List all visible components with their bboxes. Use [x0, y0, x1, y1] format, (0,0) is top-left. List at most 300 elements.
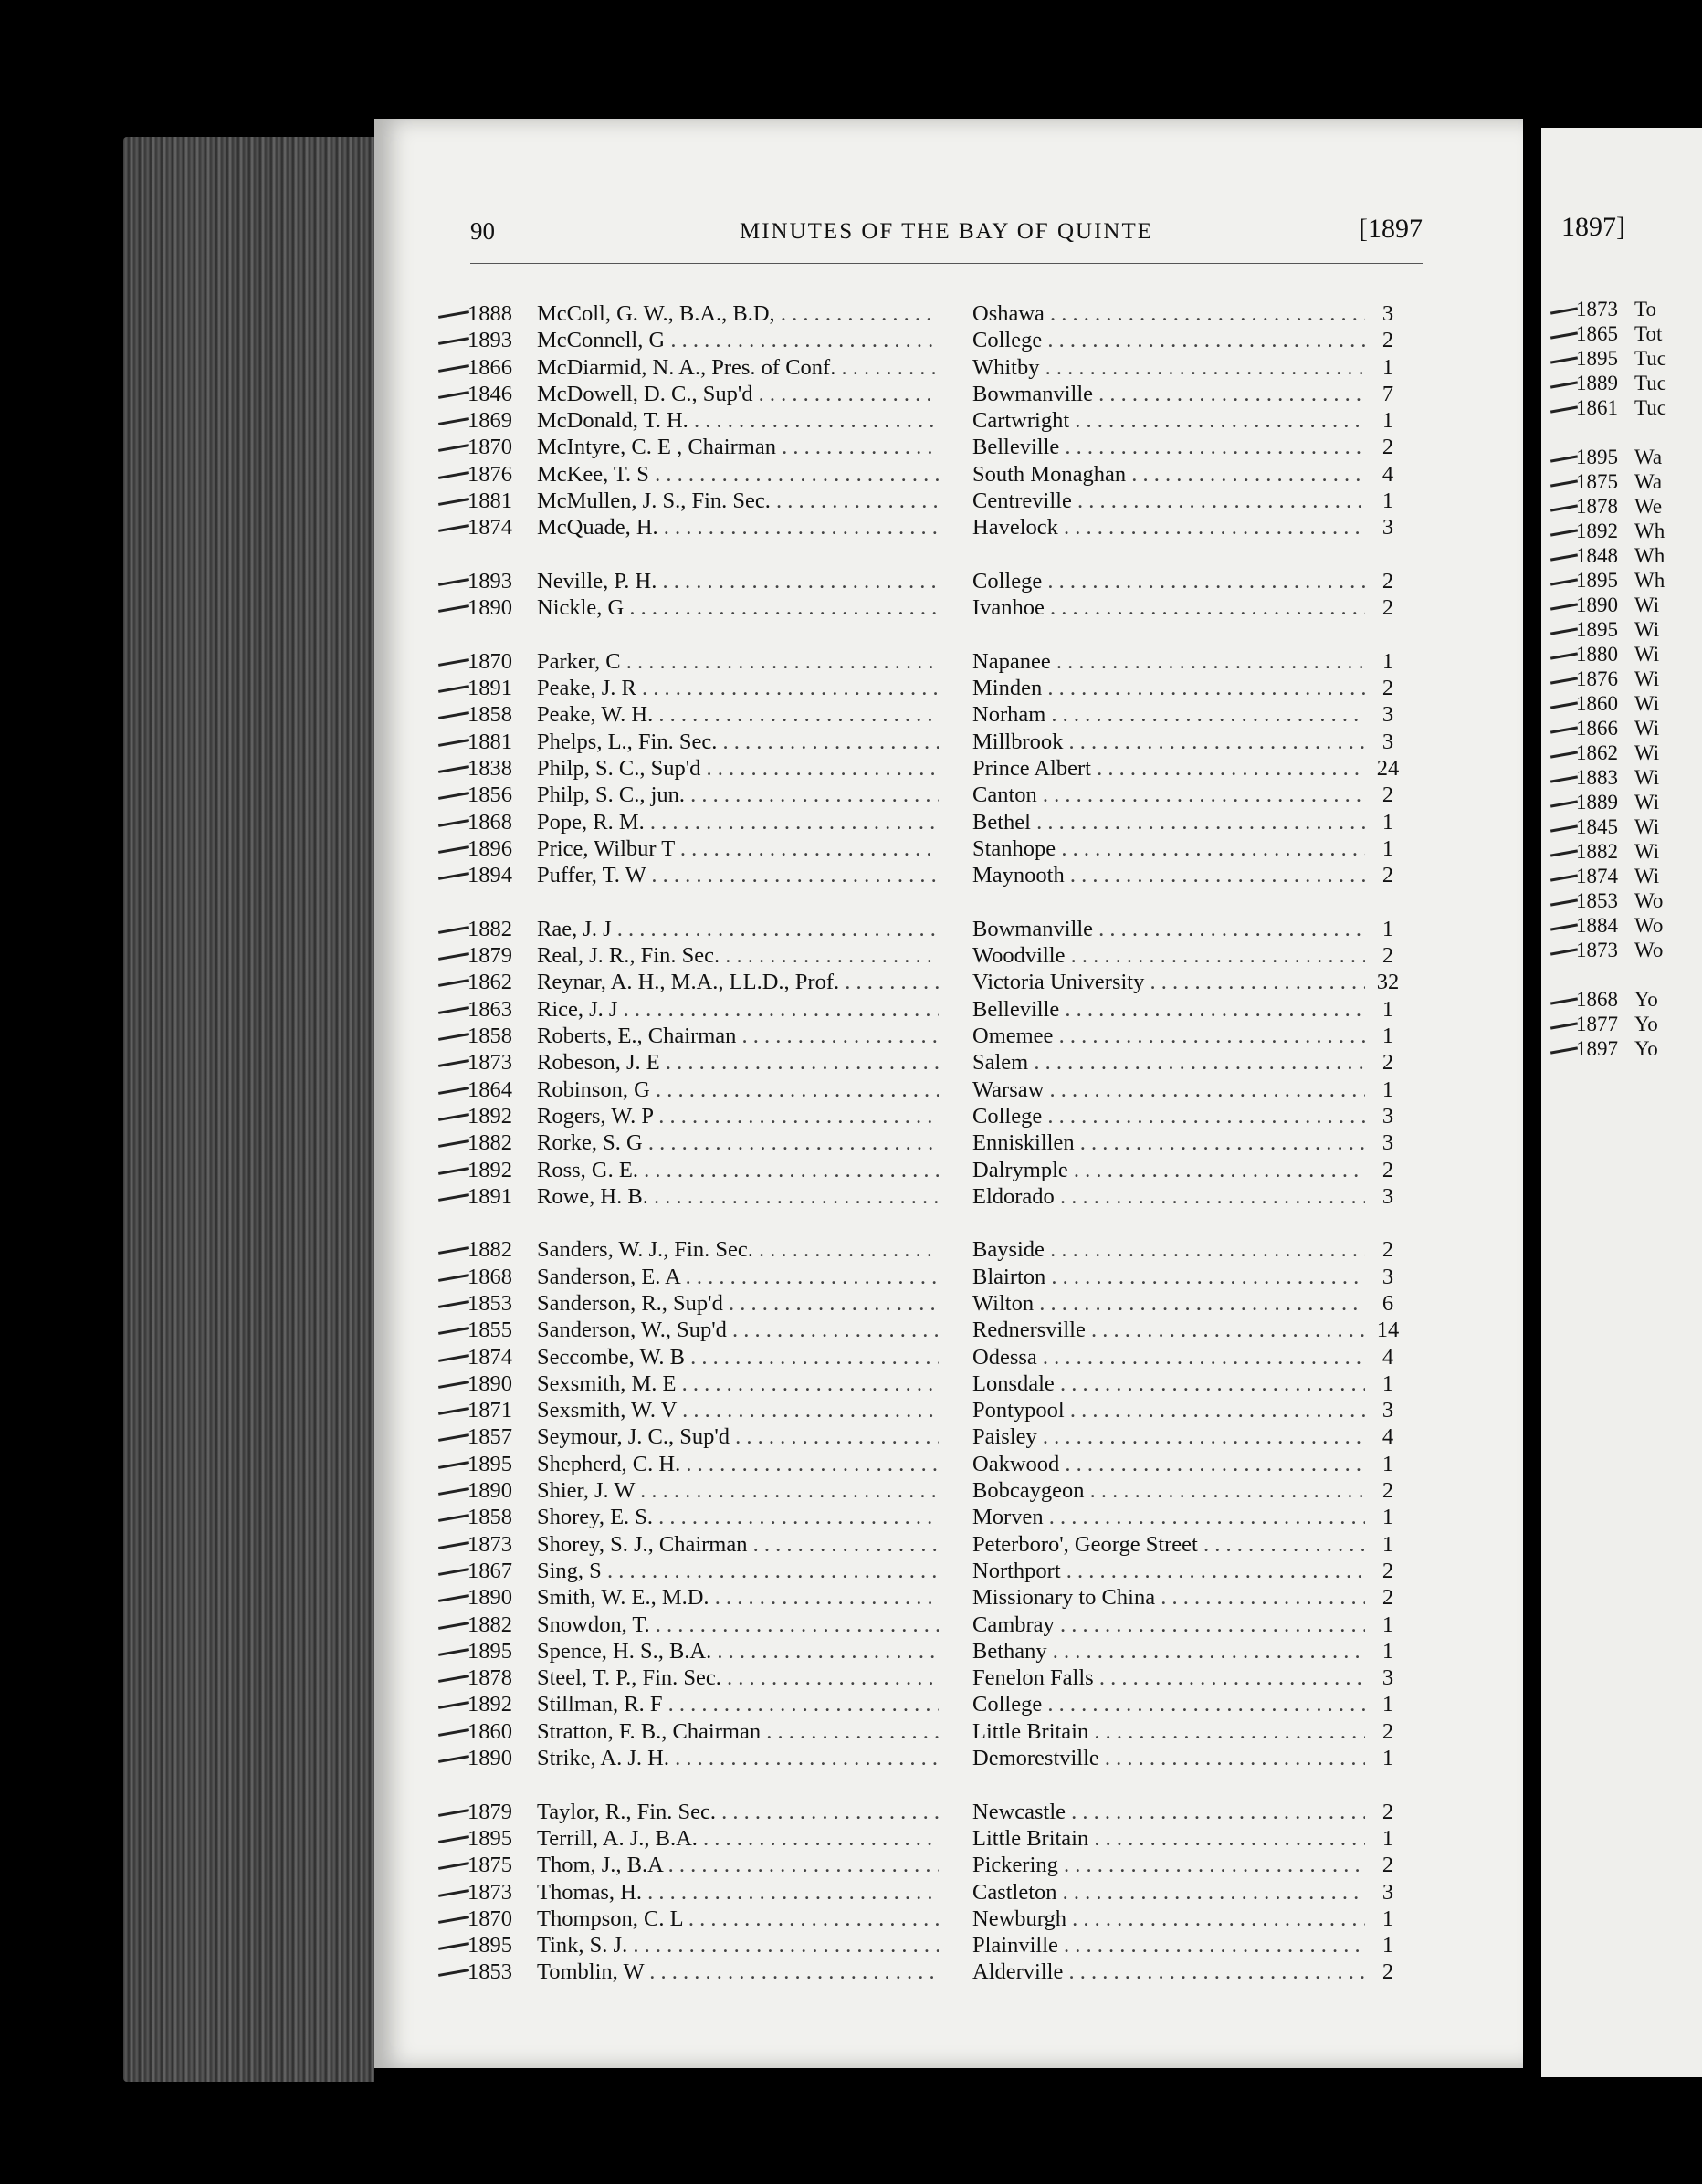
entry-year: 1889 — [1576, 372, 1618, 394]
entry-year: 1875 — [1576, 470, 1618, 493]
list-item — [438, 1878, 1488, 1905]
entry-station: South Monaghan . . . — [972, 462, 1365, 488]
pencil-tick-mark — [1550, 1022, 1578, 1029]
pencil-tick-mark — [438, 310, 469, 319]
list-item — [438, 1423, 1488, 1449]
entry-name: Tink, S. J. . . . — [537, 1933, 939, 1958]
entry-name: Wo — [1634, 914, 1664, 937]
entry-year: 1890 — [1576, 593, 1618, 616]
entry-year: 1858 — [468, 1024, 512, 1049]
entry-year: 1868 — [1576, 988, 1618, 1011]
pencil-tick-mark — [438, 1006, 469, 1014]
entry-name: McConnell, G . . . — [537, 328, 939, 353]
entry-years-count: 1 — [1382, 1638, 1394, 1664]
entry-name: Sexsmith, M. E . . . — [537, 1371, 939, 1397]
right-page-header-year: 1897] — [1561, 212, 1625, 242]
entry-years-count: 2 — [1382, 1237, 1394, 1263]
entry-name: Wi — [1634, 840, 1660, 863]
entry-year: 1880 — [1576, 643, 1618, 666]
entry-station: Omemee . . . — [972, 1024, 1365, 1049]
entry-name: Wh — [1634, 569, 1665, 592]
entry-year: 1868 — [468, 1264, 512, 1289]
entry-years-count: 1 — [1382, 1933, 1394, 1958]
entry-year: 1878 — [1576, 495, 1618, 518]
pencil-tick-mark — [1550, 997, 1578, 1004]
list-item — [438, 1343, 1488, 1370]
pencil-tick-mark — [1550, 331, 1578, 339]
pencil-tick-mark — [438, 417, 469, 425]
list-item — [438, 1102, 1488, 1129]
pencil-tick-mark — [438, 1327, 469, 1335]
entry-years-count: 2 — [1382, 782, 1394, 808]
list-item — [438, 380, 1488, 406]
entry-station: Eldorado . . . — [972, 1184, 1365, 1210]
entry-year: 1881 — [468, 488, 512, 514]
entry-station: Newcastle . . . — [972, 1800, 1365, 1825]
entry-station: Maynooth . . . — [972, 863, 1365, 888]
entry-station: Plainville . . . — [972, 1933, 1365, 1958]
pencil-tick-mark — [438, 872, 469, 880]
entry-years-count: 2 — [1382, 568, 1394, 593]
pencil-tick-mark — [438, 1809, 469, 1817]
pencil-tick-mark — [438, 1916, 469, 1924]
entry-name: Wi — [1634, 766, 1660, 789]
entry-name: McColl, G. W., B.A., B.D, . . . — [537, 301, 939, 327]
entry-years-count: 3 — [1382, 515, 1394, 541]
entry-name: Philp, S. C., jun. . . . — [537, 782, 939, 808]
entry-years-count: 3 — [1382, 1879, 1394, 1905]
list-item — [438, 1289, 1488, 1316]
entry-years-count: 14 — [1376, 1318, 1400, 1343]
entry-name: Real, J. R., Fin. Sec. . . . — [537, 943, 939, 969]
entry-station: Alderville . . . — [972, 1959, 1365, 1985]
entry-station: Morven . . . — [972, 1505, 1365, 1530]
list-item — [1550, 667, 1702, 691]
pencil-tick-mark — [1550, 652, 1578, 659]
pencil-tick-mark — [438, 1381, 469, 1389]
entry-years-count: 3 — [1382, 702, 1394, 728]
entry-name: Parker, C . . . — [537, 649, 939, 675]
entry-year: 1865 — [1576, 322, 1618, 345]
entry-years-count: 2 — [1382, 1718, 1394, 1744]
pencil-tick-mark — [438, 337, 469, 345]
entry-year: 1867 — [468, 1558, 512, 1583]
list-item — [438, 647, 1488, 674]
list-item — [438, 1824, 1488, 1851]
entry-years-count: 2 — [1382, 943, 1394, 969]
entry-station: Prince Albert . . . — [972, 756, 1365, 782]
entry-name: Wa — [1634, 470, 1663, 493]
entry-year: 1860 — [468, 1718, 512, 1744]
header-rule — [470, 263, 1423, 264]
entry-station: Missionary to China . . . — [972, 1585, 1365, 1611]
entry-year: 1838 — [468, 756, 512, 782]
entry-station: Oakwood . . . — [972, 1452, 1365, 1477]
entry-year: 1882 — [1576, 840, 1618, 863]
list-item — [438, 1931, 1488, 1958]
entry-years-count: 1 — [1382, 916, 1394, 941]
pencil-tick-mark — [1550, 948, 1578, 955]
pencil-tick-mark — [438, 391, 469, 399]
entry-name: Yo — [1634, 988, 1658, 1011]
entry-year: 1892 — [468, 1157, 512, 1182]
entry-year: 1871 — [468, 1398, 512, 1423]
entry-year: 1890 — [468, 1585, 512, 1611]
entry-station: Odessa . . . — [972, 1345, 1365, 1370]
entry-years-count: 3 — [1382, 1264, 1394, 1289]
pencil-tick-mark — [438, 1862, 469, 1870]
entry-station: Fenelon Falls . . . — [972, 1665, 1365, 1691]
entry-year: 1858 — [468, 1505, 512, 1530]
entry-years-count: 7 — [1382, 381, 1394, 406]
pencil-tick-mark — [1550, 307, 1578, 314]
entry-year: 1895 — [1576, 347, 1618, 370]
pencil-tick-mark — [438, 471, 469, 479]
entry-year: 1866 — [468, 354, 512, 380]
entry-station: Peterboro', George Street . . . — [972, 1532, 1365, 1558]
entry-years-count: 1 — [1382, 1746, 1394, 1771]
entry-year: 1883 — [1576, 766, 1618, 789]
entry-name: Robinson, G . . . — [537, 1077, 939, 1103]
pencil-tick-mark — [438, 1541, 469, 1549]
pencil-tick-mark — [438, 1246, 469, 1255]
entry-station: Whitby . . . — [972, 355, 1365, 381]
entry-station: Little Britain . . . — [972, 1826, 1365, 1852]
entry-name: Sanderson, E. A . . . — [537, 1265, 939, 1290]
list-item — [438, 915, 1488, 941]
list-item — [438, 700, 1488, 727]
entry-station: Bobcaygeon . . . — [972, 1478, 1365, 1504]
pencil-tick-mark — [1550, 800, 1578, 807]
entry-name: Thompson, C. L . . . — [537, 1906, 939, 1932]
entry-station: College . . . — [972, 569, 1365, 594]
list-item — [438, 567, 1488, 593]
pencil-tick-mark — [438, 1728, 469, 1737]
entry-name: Wo — [1634, 939, 1664, 961]
entry-name: Shorey, S. J., Chairman . . . — [537, 1532, 939, 1558]
entry-years-count: 1 — [1382, 1505, 1394, 1530]
entry-years-count: 1 — [1382, 1076, 1394, 1102]
pencil-tick-mark — [1550, 553, 1578, 561]
entry-year: 1876 — [1576, 667, 1618, 690]
right-page-list — [1550, 297, 1702, 1061]
entry-name: Puffer, T. W . . . — [537, 863, 939, 888]
entry-station: Centreville . . . — [972, 488, 1365, 514]
entry-station: College . . . — [972, 328, 1365, 353]
list-item — [438, 1235, 1488, 1262]
list-item — [1550, 913, 1702, 938]
pencil-tick-mark — [1550, 405, 1578, 413]
pencil-tick-mark — [1550, 701, 1578, 709]
pencil-tick-mark — [438, 685, 469, 693]
entry-name: Pope, R. M. . . . — [537, 810, 939, 835]
list-item — [438, 1076, 1488, 1102]
pencil-tick-mark — [1550, 381, 1578, 388]
list-item — [438, 1450, 1488, 1476]
pencil-tick-mark — [438, 1835, 469, 1843]
entry-station: Norham . . . — [972, 702, 1365, 728]
pencil-tick-mark — [438, 445, 469, 453]
pencil-tick-mark — [438, 1622, 469, 1630]
entry-name: Tuc — [1634, 372, 1666, 394]
entry-years-count: 4 — [1382, 1344, 1394, 1370]
list-item — [1550, 617, 1702, 642]
pencil-tick-mark — [438, 524, 469, 532]
list-item — [1550, 839, 1702, 864]
entry-years-count: 1 — [1382, 1906, 1394, 1931]
entry-name: Smith, W. E., M.D. . . . — [537, 1585, 939, 1611]
entry-year: 1895 — [468, 1638, 512, 1664]
pencil-tick-mark — [438, 1167, 469, 1175]
entry-years-count: 2 — [1382, 1585, 1394, 1611]
pencil-tick-mark — [1550, 504, 1578, 511]
list-item — [438, 861, 1488, 887]
pencil-tick-mark — [1550, 898, 1578, 906]
entry-station: Wilton . . . — [972, 1291, 1365, 1317]
entry-name: Seccombe, W. B . . . — [537, 1345, 939, 1370]
entry-station: Oshawa . . . — [972, 301, 1365, 327]
pencil-tick-mark — [1550, 455, 1578, 462]
list-item — [1550, 765, 1702, 790]
entry-name: Peake, W. H. . . . — [537, 702, 939, 728]
entry-year: 1891 — [468, 1183, 512, 1209]
entry-years-count: 32 — [1376, 970, 1400, 995]
entry-name: Nickle, G . . . — [537, 595, 939, 621]
entry-name: Peake, J. R . . . — [537, 676, 939, 701]
pencil-tick-mark — [1550, 677, 1578, 684]
section-gap — [438, 541, 1488, 567]
pencil-tick-mark — [438, 578, 469, 586]
entry-station: Castleton . . . — [972, 1880, 1365, 1906]
pencil-tick-mark — [438, 604, 469, 613]
pencil-tick-mark — [1550, 824, 1578, 832]
entry-year: 1869 — [468, 408, 512, 434]
list-item — [1550, 1012, 1702, 1036]
entry-name: We — [1634, 495, 1663, 518]
list-item — [438, 968, 1488, 994]
entry-name: Strike, A. J. H. . . . — [537, 1746, 939, 1771]
entry-year: 1892 — [468, 1103, 512, 1129]
pencil-tick-mark — [1550, 874, 1578, 881]
pencil-tick-mark — [438, 845, 469, 854]
entry-name: Snowdon, T. . . . — [537, 1612, 939, 1638]
list-item — [438, 781, 1488, 807]
entry-year: 1862 — [1576, 741, 1618, 764]
entry-name: Tuc — [1634, 396, 1666, 419]
pencil-tick-mark — [438, 1675, 469, 1683]
entry-year: 1853 — [468, 1959, 512, 1985]
entry-year: 1870 — [468, 1906, 512, 1931]
list-item — [1550, 790, 1702, 814]
list-item — [438, 1530, 1488, 1557]
section-gap — [438, 888, 1488, 915]
list-item — [1550, 987, 1702, 1012]
entry-years-count: 2 — [1382, 1853, 1394, 1878]
pencil-tick-mark — [1550, 923, 1578, 930]
pencil-tick-mark — [438, 1407, 469, 1415]
section-gap — [438, 1209, 1488, 1235]
entry-years-count: 2 — [1382, 863, 1394, 888]
entry-year: 1862 — [468, 970, 512, 995]
entry-station: Enniskillen . . . — [972, 1130, 1365, 1156]
entry-name: Philp, S. C., Sup'd . . . — [537, 756, 939, 782]
pencil-tick-mark — [1550, 578, 1578, 585]
entry-name: Sing, S . . . — [537, 1559, 939, 1584]
pencil-tick-mark — [438, 1059, 469, 1067]
pencil-tick-mark — [438, 1648, 469, 1656]
entry-year: 1897 — [1576, 1037, 1618, 1060]
entry-station: Rednersville . . . — [972, 1318, 1365, 1343]
entry-years-count: 2 — [1382, 328, 1394, 353]
list-item — [438, 728, 1488, 754]
entry-name: Rowe, H. B. . . . — [537, 1184, 939, 1210]
entry-year: 1878 — [468, 1665, 512, 1691]
pencil-tick-mark — [438, 1942, 469, 1950]
list-item — [438, 326, 1488, 352]
pencil-tick-mark — [438, 765, 469, 773]
entry-years-count: 2 — [1382, 676, 1394, 701]
entry-name: Wi — [1634, 593, 1660, 616]
entry-name: Rogers, W. P . . . — [537, 1104, 939, 1129]
entry-name: Phelps, L., Fin. Sec. . . . — [537, 730, 939, 755]
list-item — [438, 1316, 1488, 1342]
list-item — [1550, 691, 1702, 716]
list-item — [438, 487, 1488, 513]
entry-year: 1846 — [468, 381, 512, 406]
entry-name: Price, Wilbur T . . . — [537, 836, 939, 862]
entry-name: Wi — [1634, 865, 1660, 887]
pencil-tick-mark — [438, 792, 469, 800]
entry-years-count: 1 — [1382, 996, 1394, 1022]
entry-station: Canton . . . — [972, 782, 1365, 808]
list-item — [438, 754, 1488, 781]
entry-year: 1853 — [1576, 889, 1618, 912]
entry-station: Dalrymple . . . — [972, 1158, 1365, 1183]
entry-year: 1873 — [1576, 298, 1618, 320]
list-item — [438, 1717, 1488, 1744]
entry-station: Cartwright . . . — [972, 408, 1365, 434]
pencil-tick-mark — [438, 952, 469, 961]
entry-year: 1868 — [468, 809, 512, 835]
pencil-tick-mark — [438, 1755, 469, 1763]
entry-years-count: 2 — [1382, 435, 1394, 460]
entry-station: Cambray . . . — [972, 1612, 1365, 1638]
section-gap — [1550, 420, 1702, 445]
entry-name: Rae, J. J . . . — [537, 917, 939, 942]
entry-year: 1896 — [468, 835, 512, 861]
entry-year: 1881 — [468, 729, 512, 754]
entry-name: McQuade, H. . . . — [537, 515, 939, 541]
entry-name: Steel, T. P., Fin. Sec. . . . — [537, 1665, 939, 1691]
entry-year: 1894 — [468, 863, 512, 888]
pencil-tick-mark — [438, 1702, 469, 1710]
left-page — [374, 119, 1523, 2068]
list-item — [438, 460, 1488, 487]
entry-year: 1861 — [1576, 396, 1618, 419]
entry-station: Woodville . . . — [972, 943, 1365, 969]
entry-years-count: 3 — [1382, 1183, 1394, 1209]
entry-years-count: 1 — [1382, 1612, 1394, 1637]
entry-years-count: 3 — [1382, 1103, 1394, 1129]
pencil-tick-mark — [438, 1354, 469, 1362]
entry-name: McDiarmid, N. A., Pres. of Conf. . . . — [537, 355, 939, 381]
page-number: 90 — [470, 217, 495, 245]
pencil-tick-mark — [438, 1889, 469, 1897]
pencil-tick-mark — [438, 1193, 469, 1202]
list-item — [1550, 888, 1702, 913]
page-title: MINUTES OF THE BAY OF QUINTE — [739, 219, 1153, 244]
list-item — [1550, 740, 1702, 765]
entry-station: Little Britain . . . — [972, 1719, 1365, 1745]
entry-name: Wi — [1634, 741, 1660, 764]
entry-year: 1858 — [468, 702, 512, 728]
pencil-tick-mark — [438, 1487, 469, 1496]
book-page-edges — [123, 137, 374, 2082]
entry-years-count: 1 — [1382, 408, 1394, 434]
entry-year: 1884 — [1576, 914, 1618, 937]
right-page-fragment — [1541, 128, 1702, 2077]
entry-year: 1875 — [468, 1853, 512, 1878]
pencil-tick-mark — [438, 1461, 469, 1469]
entry-years-count: 1 — [1382, 488, 1394, 514]
entry-station: Ivanhoe . . . — [972, 595, 1365, 621]
pencil-tick-mark — [1550, 627, 1578, 635]
pencil-tick-mark — [438, 1300, 469, 1308]
list-item — [438, 513, 1488, 540]
entry-station: Blairton . . . — [972, 1265, 1365, 1290]
entry-station: Minden . . . — [972, 676, 1365, 701]
entry-station: Napanee . . . — [972, 649, 1365, 675]
entry-year: 1876 — [468, 461, 512, 487]
entry-years-count: 1 — [1382, 835, 1394, 861]
list-item — [438, 1637, 1488, 1664]
list-item — [438, 1370, 1488, 1396]
entry-name: Robeson, J. E . . . — [537, 1050, 939, 1076]
pencil-tick-mark — [1550, 356, 1578, 363]
entry-name: McIntyre, C. E , Chairman . . . — [537, 435, 939, 460]
entry-year: 1890 — [468, 1370, 512, 1396]
entry-years-count: 1 — [1382, 1024, 1394, 1049]
list-item — [1550, 938, 1702, 962]
entry-year: 1879 — [468, 943, 512, 969]
list-item — [438, 808, 1488, 835]
pencil-tick-mark — [438, 1594, 469, 1602]
entry-name: Stratton, F. B., Chairman . . . — [537, 1719, 939, 1745]
entry-name: McDonald, T. H. . . . — [537, 408, 939, 434]
entry-name: Shorey, E. S. . . . — [537, 1505, 939, 1530]
entry-years-count: 3 — [1382, 1398, 1394, 1423]
list-item — [438, 1958, 1488, 1984]
entry-station: Demorestville . . . — [972, 1746, 1365, 1771]
entry-name: Wi — [1634, 667, 1660, 690]
entry-station: Lonsdale . . . — [972, 1371, 1365, 1397]
entry-station: Bowmanville . . . — [972, 917, 1365, 942]
entry-name: Tuc — [1634, 347, 1666, 370]
pencil-tick-mark — [438, 364, 469, 373]
list-item — [438, 1744, 1488, 1770]
entry-name: Wo — [1634, 889, 1664, 912]
list-item — [1550, 593, 1702, 617]
entry-year: 1895 — [1576, 618, 1618, 641]
entry-name: Tomblin, W . . . — [537, 1959, 939, 1985]
pencil-tick-mark — [1550, 1046, 1578, 1054]
entry-name: Shepherd, C. H. . . . — [537, 1452, 939, 1477]
entry-name: Thomas, H. . . . — [537, 1880, 939, 1906]
list-item — [438, 1048, 1488, 1075]
entry-years-count: 2 — [1382, 1050, 1394, 1076]
list-item — [438, 353, 1488, 380]
entry-years-count: 1 — [1382, 648, 1394, 674]
